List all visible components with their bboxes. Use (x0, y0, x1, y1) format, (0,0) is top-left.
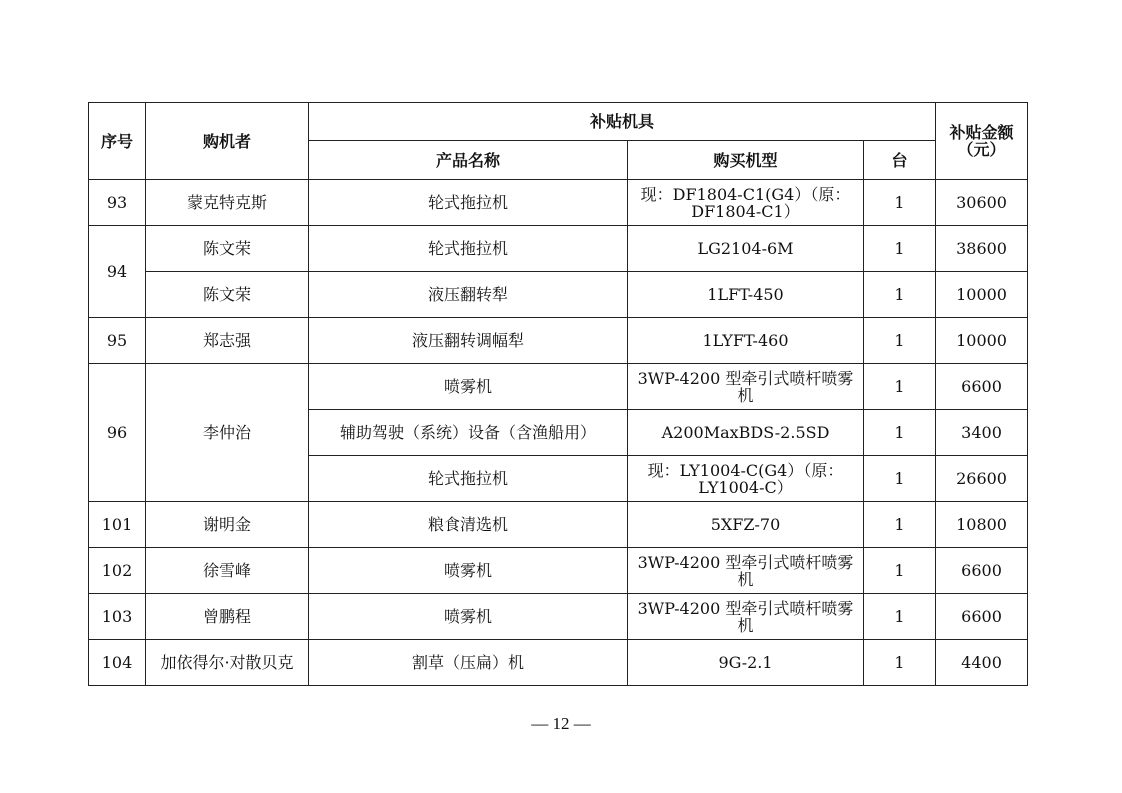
cell-no: 96 (89, 364, 146, 502)
cell-qty: 1 (864, 456, 936, 502)
cell-model: 1LYFT-460 (628, 318, 864, 364)
table-row (89, 226, 1028, 272)
header-amount-line1: 补贴金额 (949, 123, 1014, 142)
cell-amount: 30600 (936, 180, 1028, 226)
cell-buyer: 陈文荣 (146, 226, 309, 272)
cell-amount: 10000 (936, 272, 1028, 318)
cell-no: 101 (89, 502, 146, 548)
header-amount-line2: （元） (957, 140, 1006, 159)
cell-qty: 1 (864, 410, 936, 456)
cell-amount: 10000 (936, 318, 1028, 364)
cell-product: 喷雾机 (309, 548, 628, 594)
cell-amount: 6600 (936, 594, 1028, 640)
cell-amount: 4400 (936, 640, 1028, 686)
table-row (89, 318, 1028, 364)
header-qty: 台 (864, 141, 936, 180)
table-row (89, 180, 1028, 226)
cell-buyer: 徐雪峰 (146, 548, 309, 594)
cell-no: 95 (89, 318, 146, 364)
cell-model: 现：LY1004-C(G4）（原：LY1004-C） (628, 456, 864, 502)
cell-buyer: 陈文荣 (146, 272, 309, 318)
cell-no: 103 (89, 594, 146, 640)
cell-buyer: 李仲治 (146, 364, 309, 502)
header-model: 购买机型 (628, 141, 864, 180)
cell-model: 1LFT-450 (628, 272, 864, 318)
cell-product: 粮食清选机 (309, 502, 628, 548)
cell-model: 3WP-4200 型牵引式喷杆喷雾机 (628, 364, 864, 410)
table-row (89, 594, 1028, 640)
cell-product: 轮式拖拉机 (309, 226, 628, 272)
cell-buyer: 蒙克特克斯 (146, 180, 309, 226)
cell-no: 94 (89, 226, 146, 318)
cell-amount: 26600 (936, 456, 1028, 502)
cell-amount: 6600 (936, 364, 1028, 410)
cell-no: 104 (89, 640, 146, 686)
page-number: — 12 — (531, 714, 591, 733)
cell-product: 轮式拖拉机 (309, 180, 628, 226)
cell-product: 轮式拖拉机 (309, 456, 628, 502)
header-row-1 (89, 103, 1028, 141)
cell-buyer: 郑志强 (146, 318, 309, 364)
subsidy-table (88, 102, 1028, 686)
table-row (89, 548, 1028, 594)
table-row (89, 502, 1028, 548)
header-buyer: 购机者 (146, 103, 309, 180)
cell-qty: 1 (864, 548, 936, 594)
cell-qty: 1 (864, 180, 936, 226)
cell-product: 液压翻转犁 (309, 272, 628, 318)
cell-model: 3WP-4200 型牵引式喷杆喷雾机 (628, 548, 864, 594)
cell-no: 93 (89, 180, 146, 226)
cell-qty: 1 (864, 640, 936, 686)
cell-model: 5XFZ-70 (628, 502, 864, 548)
header-machine-group: 补贴机具 (309, 103, 936, 141)
cell-buyer: 谢明金 (146, 502, 309, 548)
cell-model: 现：DF1804-C1(G4）（原：DF1804-C1） (628, 180, 864, 226)
cell-model: LG2104-6M (628, 226, 864, 272)
cell-qty: 1 (864, 318, 936, 364)
table-row (89, 364, 1028, 410)
table-row (89, 640, 1028, 686)
cell-amount: 38600 (936, 226, 1028, 272)
cell-amount: 10800 (936, 502, 1028, 548)
cell-no: 102 (89, 548, 146, 594)
cell-model: 9G-2.1 (628, 640, 864, 686)
cell-model: A200MaxBDS-2.5SD (628, 410, 864, 456)
cell-qty: 1 (864, 594, 936, 640)
cell-product: 割草（压扁）机 (309, 640, 628, 686)
cell-product: 喷雾机 (309, 594, 628, 640)
header-amount (936, 103, 1028, 180)
cell-qty: 1 (864, 502, 936, 548)
cell-model: 3WP-4200 型牵引式喷杆喷雾机 (628, 594, 864, 640)
cell-product: 辅助驾驶（系统）设备（含渔船用） (309, 410, 628, 456)
cell-qty: 1 (864, 272, 936, 318)
cell-amount: 3400 (936, 410, 1028, 456)
cell-amount: 6600 (936, 548, 1028, 594)
header-product: 产品名称 (309, 141, 628, 180)
cell-product: 喷雾机 (309, 364, 628, 410)
cell-qty: 1 (864, 226, 936, 272)
cell-product: 液压翻转调幅犁 (309, 318, 628, 364)
header-no: 序号 (89, 103, 146, 180)
table-row (89, 272, 1028, 318)
cell-buyer: 加依得尔·对散贝克 (146, 640, 309, 686)
cell-qty: 1 (864, 364, 936, 410)
cell-buyer: 曾鹏程 (146, 594, 309, 640)
